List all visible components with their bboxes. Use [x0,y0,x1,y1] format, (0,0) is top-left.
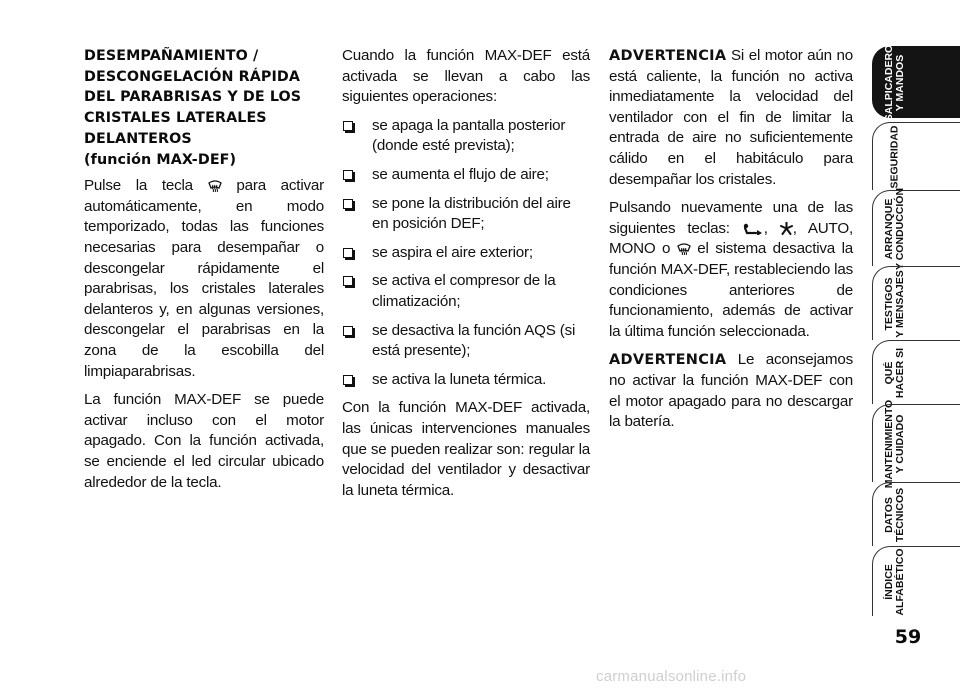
text-run: Pulsando nuevamente una de las siguientes teclas: [609,199,853,237]
checkbox-bullet-icon [343,326,353,336]
text-run: , AUTO, MONO o [609,219,853,258]
heading-line: DESEMPAÑAMIENTO / [84,48,259,64]
checkbox-bullet-icon [343,199,353,209]
watermark: carmanualsonline.info [596,668,747,685]
heading-line: DELANTEROS [84,130,192,147]
air-distribution-icon [742,223,764,235]
list-item-text: se apaga la pantalla posterior (donde esté prevista); [372,116,566,155]
tab-indice-alfabetico[interactable] [872,546,960,616]
list-item [342,165,590,186]
column-middle [342,46,590,509]
list-item [342,116,590,157]
checkbox-bullet-icon [343,248,353,258]
tab-label: QUÉ HACER SI [883,347,906,398]
heading-line: DEL PARABRISAS Y DE LOS [84,89,302,106]
tab-label: MANTENIMIENTO Y CUIDADO [883,399,906,488]
chapter-tabs [868,0,960,692]
tab-salpicadero-y-mandos[interactable] [872,44,960,121]
paragraph-intro: Cuando la función MAX-DEF está activada se llevan a cabo las siguientes operaciones: [342,47,590,106]
windshield-defrost-icon [208,180,222,192]
text-run: Pulse la tecla [84,177,208,195]
tab-que-hacer-si[interactable] [872,340,960,404]
checkbox-bullet-icon [343,375,353,385]
windshield-defrost-icon [677,243,691,255]
list-item [342,194,590,235]
tab-arranque-y-conduccion[interactable] [872,187,960,270]
heading-line: CRISTALES LATERALES [84,110,267,127]
list-item-text: se aumenta el flujo de aire; [372,165,549,183]
paragraph-engine-off: La función MAX-DEF se puede activar incluso con el motor apagado. Con la función activada, se enciende el led circular ubicado alrededor de la tecla. [84,391,324,491]
tab-datos-tecnicos[interactable] [872,482,960,546]
list-item-text: se aspira el aire exterior; [372,243,533,261]
warning-text: Si el motor aún no está caliente, la función no activa inmediatamente la velocidad del ventilador con el fin de limitar la entrada de aire no suficientemente cálido en el habitáculo para desempañar los cristales. [609,47,853,188]
tab-label: SALPICADERO Y MANDOS [883,44,906,121]
tab-label: SEGURIDAD [888,124,901,189]
tab-label: TESTIGOS Y MENSAJES [883,269,906,338]
list-item-text: se pone la distribución del aire en posición DEF; [372,194,571,233]
tab-label: ARRANQUE Y CONDUCCIÓN [883,187,906,270]
heading-line: DESCONGELACIÓN RÁPIDA [84,68,301,85]
checkbox-bullet-icon [343,121,353,131]
warning-label: ADVERTENCIA [609,352,727,369]
paragraph-deactivation [609,198,853,342]
text-run: para activar automáticamente, en modo temporizado, todas las funciones necesarias para desempañar o descongelar rápidamente el parabrisas, los cristales laterales delanteros y, en algunas versiones, descongelar el parabrisas en la zona de la escobilla del limpiaparabrisas. [84,177,324,380]
list-item [342,321,590,362]
checkbox-bullet-icon [343,170,353,180]
operations-list [342,116,590,391]
text-run: , [763,219,780,237]
tab-seguridad[interactable] [872,122,960,190]
paragraph-activation [84,176,324,382]
section-heading [84,46,324,170]
warning-battery [609,350,853,432]
text-run: el sistema desactiva la función MAX-DEF, restableciendo las condiciones anteriores de funcionamiento, además de activar la última función seleccionada. [609,240,853,340]
tab-testigos-y-mensajes[interactable] [872,266,960,340]
heading-line: (función MAX-DEF) [84,151,237,168]
column-left [84,46,324,501]
list-item-text: se activa la luneta térmica. [372,370,547,388]
list-item [342,271,590,312]
tab-mantenimiento-y-cuidado[interactable] [872,399,960,488]
list-item [342,243,590,264]
list-item-text: se activa el compresor de la climatización; [372,272,556,310]
paragraph-manual-interventions: Con la función MAX-DEF activada, las únicas intervenciones manuales que se pueden realizar son: regular la velocidad del ventilador y desactivar la luneta térmica. [342,399,590,499]
list-item-text: se desactiva la función AQS (si está presente); [372,321,576,360]
warning-engine-cold [609,46,853,190]
tab-label: DATOS TÉCNICOS [883,487,906,542]
list-item [342,370,590,391]
fan-icon [780,222,793,235]
checkbox-bullet-icon [343,276,353,286]
warning-label: ADVERTENCIA [609,48,727,64]
warning-text: Le aconsejamos no activar la función MAX-DEF con el motor apagado para no descargar la batería. [609,351,853,431]
page-number: 59 [894,626,922,648]
column-right [609,46,853,441]
tab-label: ÍNDICE ALFABÉTICO [883,547,906,616]
